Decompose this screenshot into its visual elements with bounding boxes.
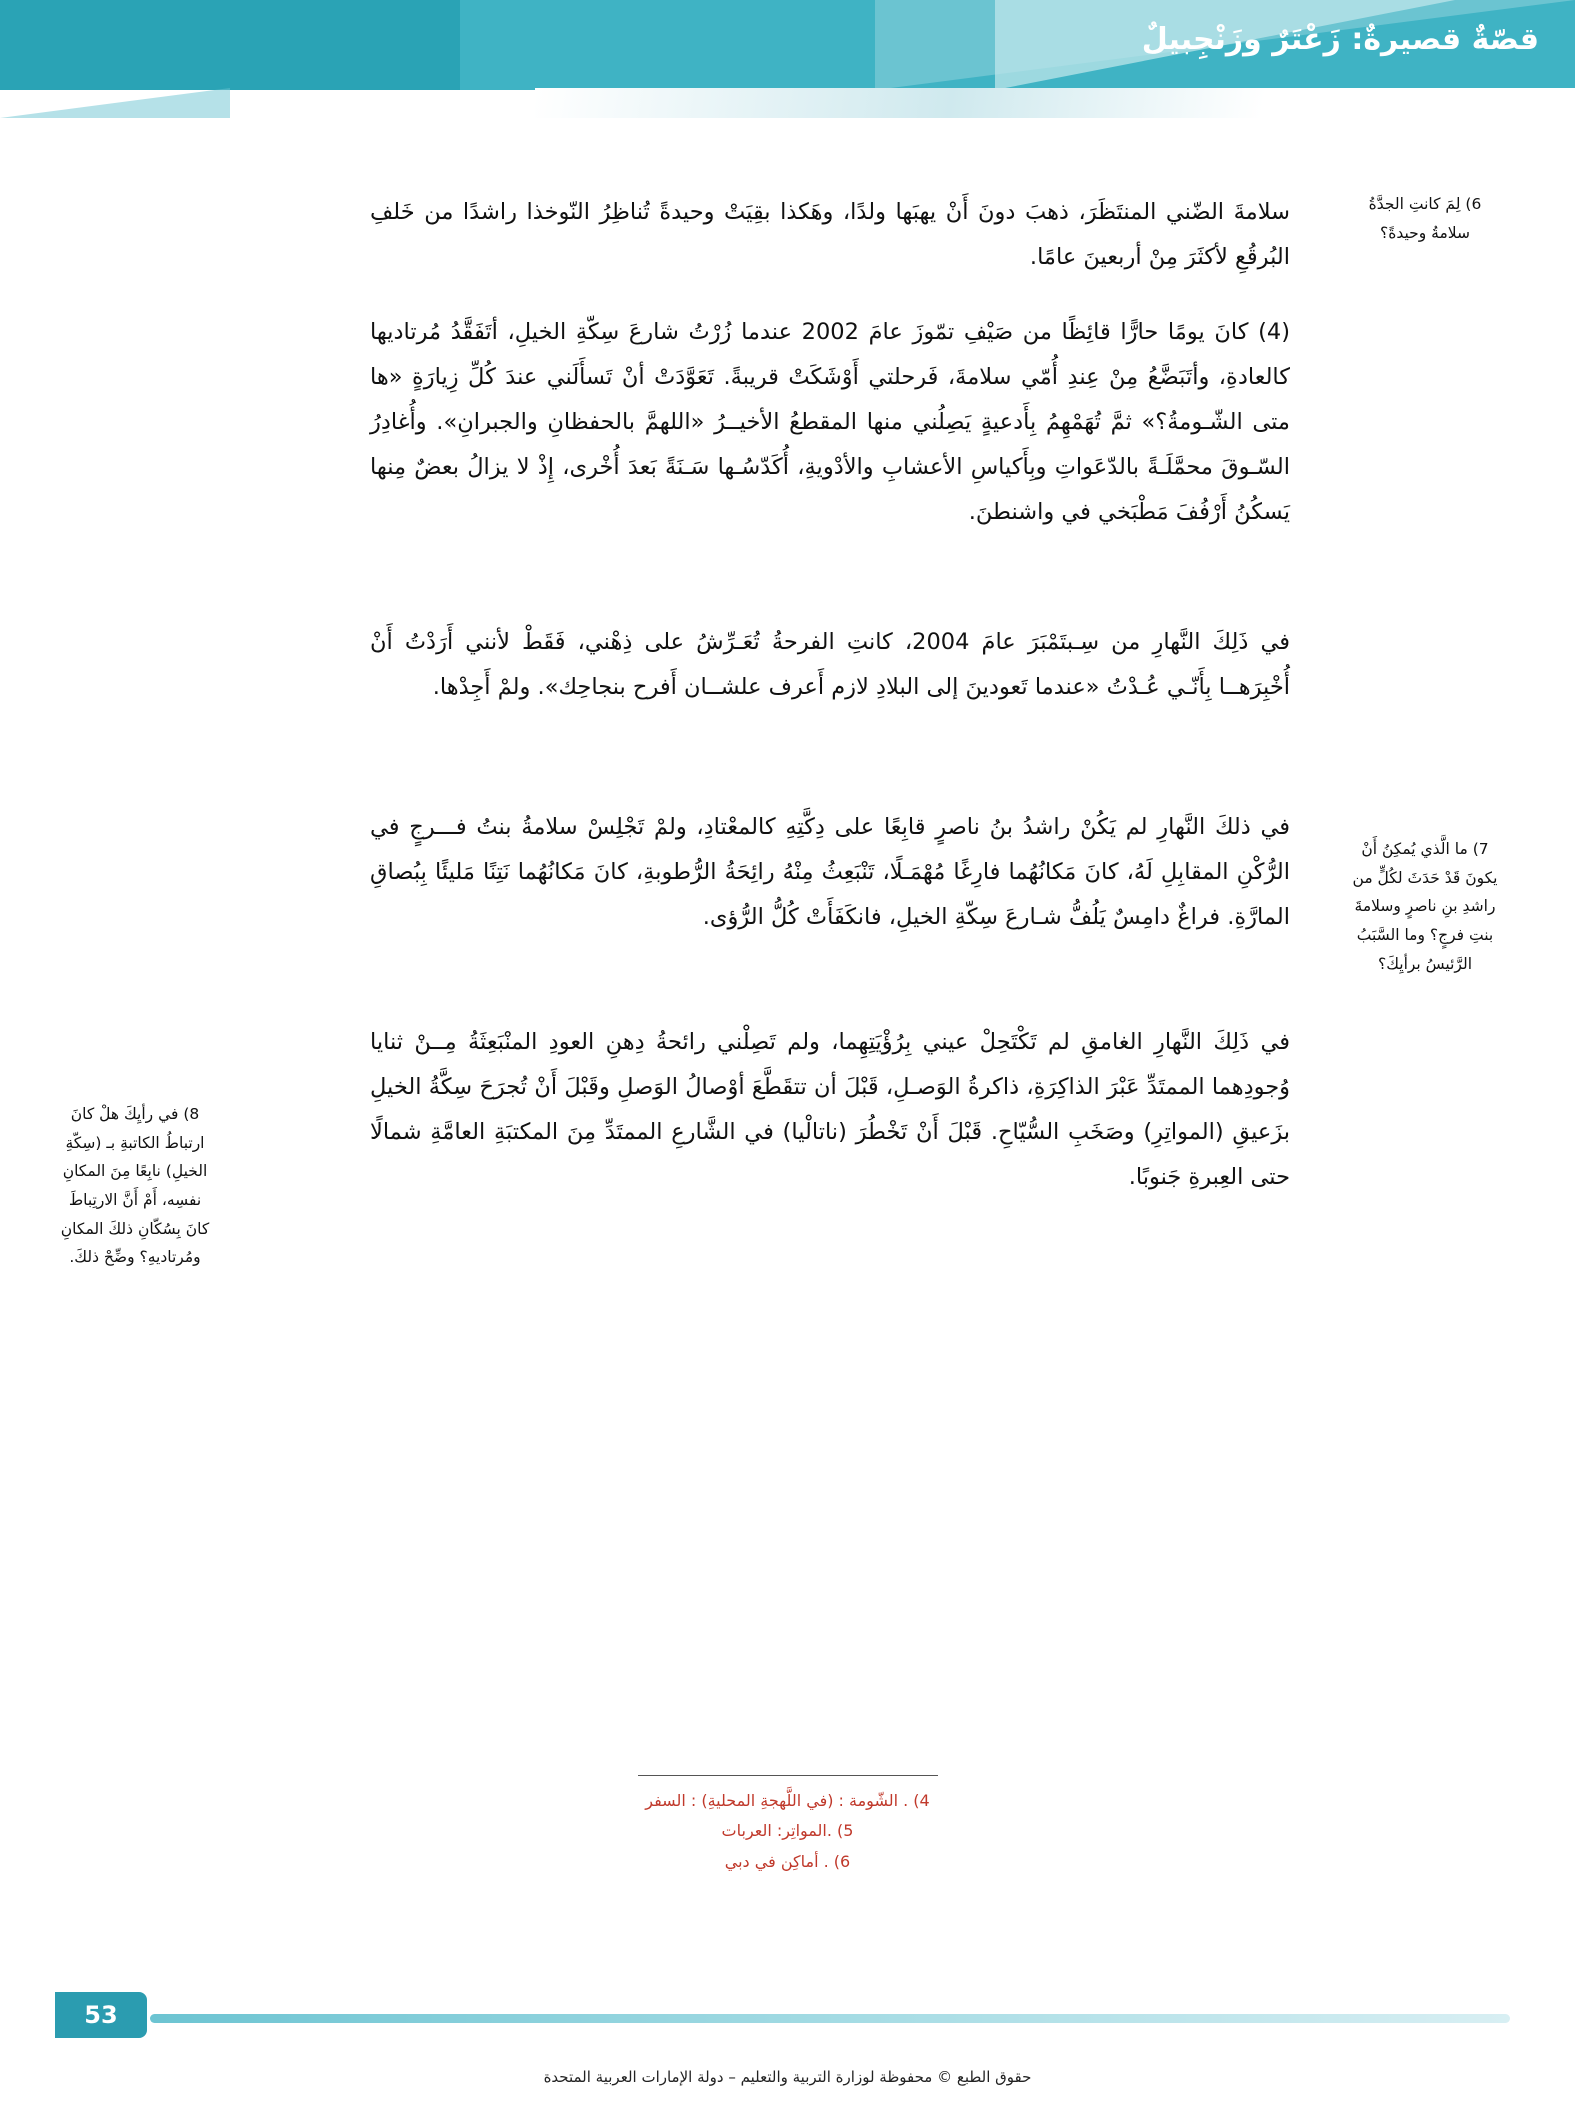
footnote-4: 4) . الشّومة : (في اللَّهجةِ المحليةِ) : السفر (645, 1791, 930, 1810)
footnotes (0, 1775, 1575, 1877)
block-paragraph-3 (0, 620, 1575, 805)
footnote-6: 6) . أماكِن في دبي (724, 1851, 851, 1871)
block-paragraph-1 (0, 190, 1575, 300)
page-title: قصّةٌ قصيرةٌ: زَعْتَرٌ وزَنْجِبيلٌ (1141, 22, 1539, 57)
header-decor-shape-c (535, 88, 1575, 118)
block-paragraph-4 (0, 805, 1575, 1020)
footer-rule (150, 2014, 1510, 2023)
margin-note-8: 8) في رأيِكَ هلْ كانَ ارتباطُ الكاتبةِ بـ (سِكّةِ الخيلِ) نابِعًا مِنَ المكانِ نفسِه، أَمْ أَنَّ الارتِباطَ كانَ بِسُكّانِ ذلكَ المكانِ ومُرتاديهِ؟ وضِّحْ ذلكَ. (60, 1105, 210, 1267)
margin-note-6: 6) لِمَ كانتِ الجدَّةُ سلامةُ وحيدةً؟ (1368, 195, 1482, 242)
block-paragraph-2 (0, 310, 1575, 620)
page-number: 53 (55, 1992, 147, 2038)
page-content (0, 190, 1575, 1267)
header-band-accent (0, 0, 460, 90)
header-decor-shape-d (0, 88, 230, 118)
footnote-divider (638, 1775, 938, 1776)
page-header (0, 0, 1575, 118)
paragraph-3: في ذَلِكَ النَّهارِ من سِـبتَمْبَرَ عامَ 2004، كانتِ الفرحةُ تُعَـرِّشُ على ذِهْني، فَقَطْ لأنني أَرَدْتُ أَنْ أُخْبِرَهــا بِأَنّـي عُـدْتُ «عندما تَعودينَ إلى البلادِ لازم أَعرف علشــان أَفرح بنجاحِك». ولمْ أَجِدْها. (370, 629, 1290, 700)
paragraph-4: في ذلكَ النَّهارِ لم يَكُنْ راشدُ بنُ ناصرٍ قابِعًا على دِكَّتِهِ كالمعْتادِ، ولمْ تَجْلِسْ سلامةُ بنتُ فـــرجٍ في الرُّكْنِ المقابِلِ لَهُ، كانَ مَكانُهُما فارِغًا مُهْمَـلًا، تَنْبَعِثُ مِنْهُ رائِحَةُ الرُّطوبةِ، كانَ مَكانُهُما نَتِنًا مَليئًا بِبُصاقِ المارَّةِ. فراغٌ دامِسٌ يَلُفُّ شـارعَ سِكّةِ الخيلِ، فانكَفَأَتْ كُلُّ الرُّؤى. (370, 814, 1290, 930)
block-paragraph-5 (0, 1020, 1575, 1267)
footnote-5: 5) .المواتِر: العربات (721, 1821, 854, 1841)
paragraph-1: سلامةَ الضّني المنتَظَرَ، ذهبَ دونَ أَنْ يهبَها ولدًا، وهَكذا بقِيَتْ وحيدةً تُناظِرُ النّوخذا راشدًا من خَلفِ البُرقُعِ لأكثَرَ مِنْ أربعينَ عامًا. (370, 199, 1290, 270)
paragraph-5: في ذَلِكَ النَّهارِ الغامقِ لم تَكْتَحِلْ عيني بِرُؤْيَتِهِما، ولم تَصِلْني رائحةُ دِهنِ العودِ المنْبَعِثَةُ مِــنْ ثنايا وُجودِهما الممتَدِّ عَبْرَ الذاكِرَةِ، ذاكرةُ الوَصـلِ، قَبْلَ أن تتقَطَّعَ أوْصالُ الوَصلِ وقَبْلَ أَنْ تُجرَحَ سِكَّةُ الخيلِ بزَعيقِ (المواتِرِ) وصَخَبِ السُّيّاحِ. قَبْلَ أَنْ تَخْطُرَ (ناتالْيا) في الشَّارعِ الممتَدِّ مِنَ المكتبَةِ العامَّةِ شمالًا حتى العِبرةِ جَنوبًا. (370, 1029, 1290, 1190)
paragraph-2: (4) كانَ يومًا حارًّا قائِظًا من صَيْفِ تمّوزَ عامَ 2002 عندما زُرْتُ شارعَ سِكّةِ الخيلِ، أتَفَقَّدُ مُرتاديها كالعادةِ، وأتَبَضَّعُ مِنْ عِندِ أُمّي سلامةَ، فَرحلتي أَوْشَكَتْ قريبةً. تَعَوَّدَتْ أنْ تَسأَلَني عندَ كُلِّ زِيارَةٍ «ها متى الشّـومةُ؟» ثمَّ تُهَمْهِمُ بِأَدعيةٍ يَصِلُني منها المقطعُ الأخيــرُ «اللهمَّ بالحفظانِ والجبرانِ». وأُغادِرُ السّـوقَ محمَّلَـةً بالدّعَواتِ وبِأَكياسِ الأعشابِ والأدْويةِ، أُكَدّسُـها سَـنَةً بَعدَ أُخْرى، إِذْ لا يزالُ بعضٌ مِنها يَسكُنُ أَرْفُفَ مَطْبَخي في واشنطنَ. (370, 319, 1290, 525)
copyright-notice: حقوق الطبع © محفوظة لوزارة التربية والتعليم – دولة الإمارات العربية المتحدة (543, 2068, 1032, 2086)
margin-note-7: 7) ما الَّذي يُمكِنُ أَنْ يكونَ قَدْ حَدَثَ لكُلٍّ من راشدِ بنِ ناصرٍ وسلامةَ بنتِ فرجٍ؟ وما السَّبَبُ الرَّئيسُ برأيِكَ؟ (1352, 840, 1498, 973)
